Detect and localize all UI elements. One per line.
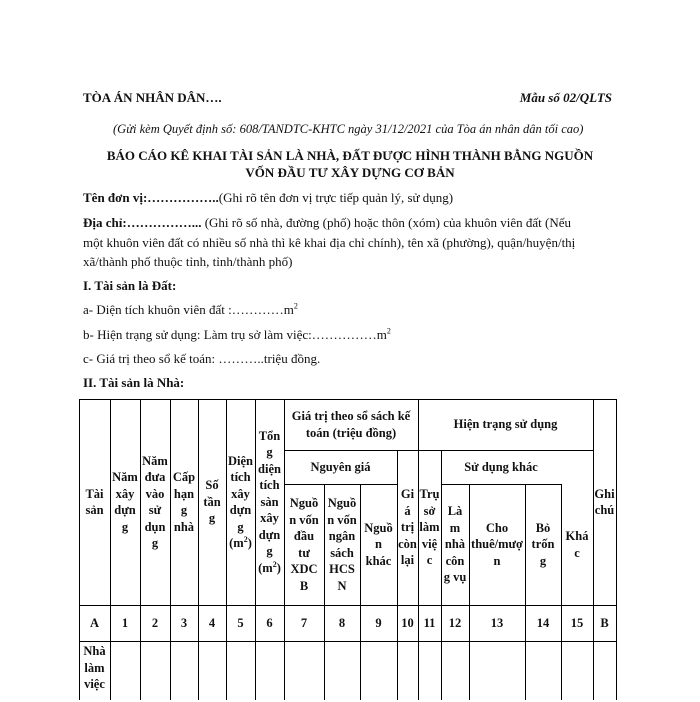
- col-header-budget-fund: Nguồ n vốn ngân sách HCS N: [327, 496, 357, 593]
- col-header-office: Trụ sở làm việ c: [419, 487, 440, 568]
- total-area-label: Tổn g diện tích sàn xây dựn g: [258, 428, 281, 559]
- address-label: Địa chỉ:……………...: [83, 215, 202, 230]
- index-cell: 1: [121, 615, 129, 630]
- usage-status-line: [83, 327, 391, 343]
- build-area-unit-text: (m: [229, 536, 244, 550]
- index-cell: 5: [237, 615, 244, 630]
- total-area-unit-text: (m: [258, 560, 273, 575]
- col-header-official-housing: Là m nhà côn g vụ: [443, 504, 467, 585]
- index-cell: 13: [490, 615, 504, 630]
- index-cell: 12: [448, 615, 462, 630]
- unit-label: Tên đơn vị:……………..: [83, 190, 219, 205]
- col-header-other-fund: Nguồ n khác: [364, 520, 393, 568]
- group-header-other-use: Sử dụng khác: [464, 459, 538, 474]
- total-area-unit-close: ): [276, 560, 281, 575]
- report-title-line1: BÁO CÁO KÊ KHAI TÀI SẢN LÀ NHÀ, ĐẤT ĐƯỢC HÌNH THÀNH BẰNG NGUỒN: [106, 148, 594, 163]
- house-asset-table: [79, 399, 617, 700]
- court-name: TÒA ÁN NHÂN DÂN….: [83, 90, 222, 105]
- index-cell: 10: [401, 615, 414, 630]
- group-header-usage-status: Hiện trạng sử dụng: [453, 417, 558, 432]
- group-header-original-cost: Nguyên giá: [310, 459, 371, 474]
- col-header-grade: Cấp hạn g nhà: [172, 470, 196, 534]
- col-header-total-floor-area: [255, 399, 284, 605]
- decision-reference: (Gửi kèm Quyết định số: 608/TANDTC-KHTC ngày 31/12/2021 của Tòa án nhân dân tối cao): [113, 122, 584, 136]
- form-code: Mẫu số 02/QLTS: [519, 90, 612, 105]
- address-line3: xã/thành phố thuộc tỉnh, tỉnh/thành phố): [83, 254, 293, 269]
- col-header-remaining-value: Gi á trị còn lại: [398, 487, 417, 568]
- index-cell: 3: [180, 615, 188, 630]
- section-house-heading: II. Tài sản là Nhà:: [83, 375, 185, 390]
- land-area-sup: 2: [293, 301, 298, 311]
- build-area-unit-close: ): [247, 536, 252, 550]
- usage-status-sup: 2: [386, 326, 391, 336]
- col-header-vacant: Bỏ trốn g: [531, 520, 555, 568]
- unit-line: [83, 190, 453, 206]
- land-area-line: [83, 302, 298, 318]
- land-area-text: a- Diện tích khuôn viên đất :…………m: [83, 302, 294, 317]
- unit-hint: (Ghi rõ tên đơn vị trực tiếp quản lý, sử dụng): [218, 190, 454, 205]
- build-area-unit: [229, 535, 252, 552]
- col-header-rent-lend: Cho thuê/mượ n: [471, 520, 523, 568]
- index-cell: 2: [151, 615, 159, 630]
- index-cell: 7: [300, 615, 308, 630]
- col-header-floors: Số tần g: [203, 478, 221, 526]
- row-label-office-building: Nhà làm việc: [83, 644, 106, 691]
- index-cell: A: [89, 615, 100, 630]
- section-land-heading: I. Tài sản là Đất:: [83, 278, 177, 293]
- index-cell: 4: [208, 615, 216, 630]
- col-header-xdcb-fund: Nguồ n vốn đầu tư XDC B: [289, 496, 319, 593]
- index-cell: 15: [570, 615, 584, 630]
- group-header-book-value: Giá trị theo sổ sách kế toán (triệu đồng): [291, 409, 411, 440]
- col-header-build-area: [226, 399, 255, 605]
- address-line2: một khuôn viên đất có nhiều số nhà thì kê khai địa chỉ chính), tên xã (phường), quận/huyện/thị: [83, 235, 576, 250]
- index-cell: 11: [423, 615, 436, 630]
- index-cell: B: [600, 615, 609, 630]
- col-header-build-year: Năm xây dựn g: [112, 470, 138, 534]
- report-title-line2: VỐN ĐẦU TƯ XÂY DỰNG CƠ BẢN: [245, 165, 455, 180]
- col-header-use-year: Năm đưa vào sử dụn g: [142, 453, 168, 550]
- index-cell: 8: [338, 615, 346, 630]
- address-hint-1: (Ghi rõ số nhà, đường (phố) hoặc thôn (xóm) của khuôn viên đất (Nếu: [201, 215, 571, 230]
- address-line1: [83, 215, 571, 231]
- index-cell: 14: [536, 615, 550, 630]
- col-header-other: Khá c: [565, 529, 589, 560]
- build-area-label: Diện tích xây dựn g: [228, 453, 253, 534]
- col-header-asset: Tài sản: [85, 486, 104, 517]
- col-header-note: Ghi chú: [594, 486, 615, 517]
- index-cell: 9: [375, 615, 382, 630]
- total-area-unit: [258, 560, 281, 577]
- book-value-line: c- Giá trị theo sổ kế toán: ………..triệu đồng.: [83, 351, 321, 366]
- build-area-unit-sup: 2: [243, 534, 248, 544]
- total-area-unit-sup: 2: [272, 559, 277, 569]
- usage-status-text: b- Hiện trạng sử dụng: Làm trụ sở làm việc:……………m: [83, 327, 387, 342]
- index-cell: 6: [266, 615, 273, 630]
